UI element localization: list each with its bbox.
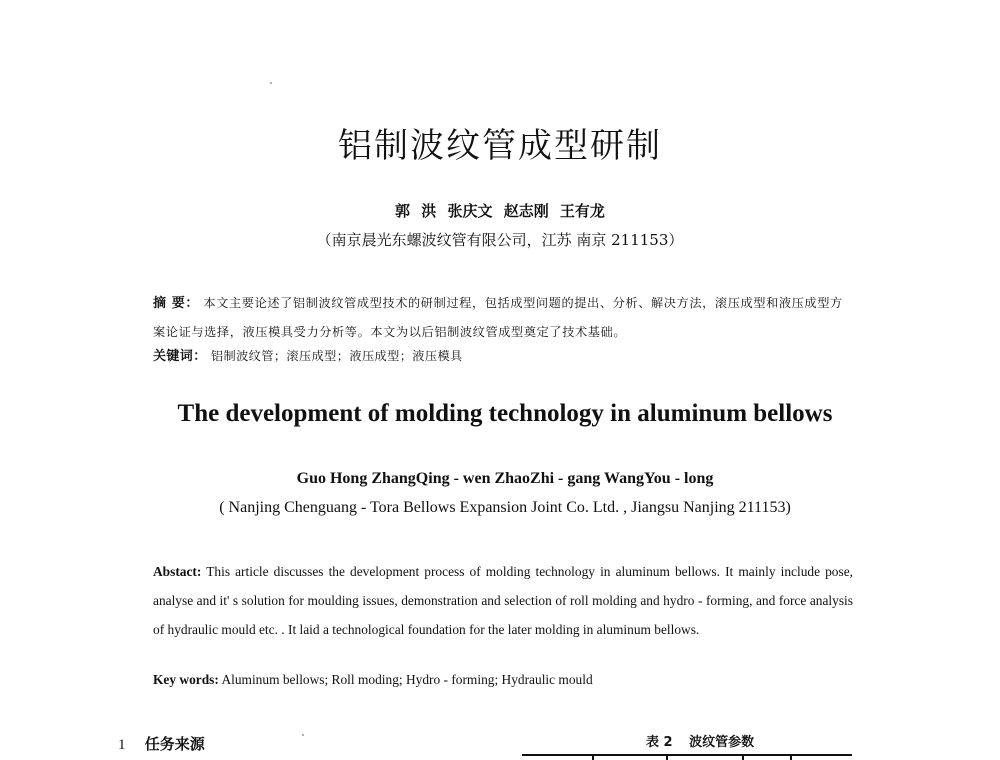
table-column-divider [790, 754, 792, 760]
table-top-rule [522, 754, 852, 756]
keywords-label-chinese: 关键词： [153, 349, 207, 364]
paper-title-chinese: 铝制波纹管成型研制 [338, 126, 662, 166]
table-column-divider [592, 754, 594, 760]
abstract-chinese [153, 289, 853, 346]
keywords-chinese [153, 345, 463, 364]
keywords-text-english: Aluminum bellows; Roll moding; Hydro - forming; Hydraulic mould [221, 672, 593, 687]
section-heading [118, 733, 205, 754]
keywords-label-english: Key words: [153, 672, 219, 687]
table-caption [646, 731, 754, 750]
abstract-english [153, 557, 853, 644]
affiliation-chinese: （南京晨光东螺波纹管有限公司，江苏 南京 211153） [316, 231, 684, 249]
paper-title-english: The development of molding technology in aluminum bellows [177, 400, 833, 427]
scan-speck [302, 734, 304, 736]
keywords-english [153, 672, 593, 688]
abstract-label-english: Abstact: [153, 564, 202, 579]
table-column-divider [666, 754, 668, 760]
section-number: 1 [118, 737, 126, 753]
table-column-divider [742, 754, 744, 760]
abstract-text-english: This article discusses the development process of molding technology in aluminum bellows. It mainly include pose, analyse and it' s solution for moulding issues, demonstration and selection of roll molding and hydro - forming, and force analysis of hydraulic mould etc. . It laid a technological foundation for the later molding in aluminum bellows. [153, 564, 854, 637]
abstract-label-chinese: 摘 要： [153, 296, 199, 311]
section-title: 任务来源 [144, 735, 205, 753]
affiliation-english: ( Nanjing Chenguang - Tora Bellows Expansion Joint Co. Ltd. , Jiangsu Nanjing 211153) [219, 499, 791, 516]
table-number: 表 2 [646, 735, 673, 750]
scan-speck [270, 82, 272, 84]
keywords-text-chinese: 铝制波纹管；滚压成型；液压成型；液压模具 [210, 349, 463, 363]
abstract-text-chinese: 本文主要论述了铝制波纹管成型技术的研制过程，包括成型问题的提出、分析、解决方法，滚压成型和液压成型方案论证与选择，液压模具受力分析等。本文为以后铝制波纹管成型奠定了技术基础。 [153, 296, 843, 339]
author-list-chinese: 郭 洪 张庆文 赵志刚 王有龙 [395, 202, 605, 220]
table-title: 波纹管参数 [689, 735, 755, 750]
author-list-english: Guo Hong ZhangQing - wen ZhaoZhi - gang WangYou - long [296, 470, 714, 487]
